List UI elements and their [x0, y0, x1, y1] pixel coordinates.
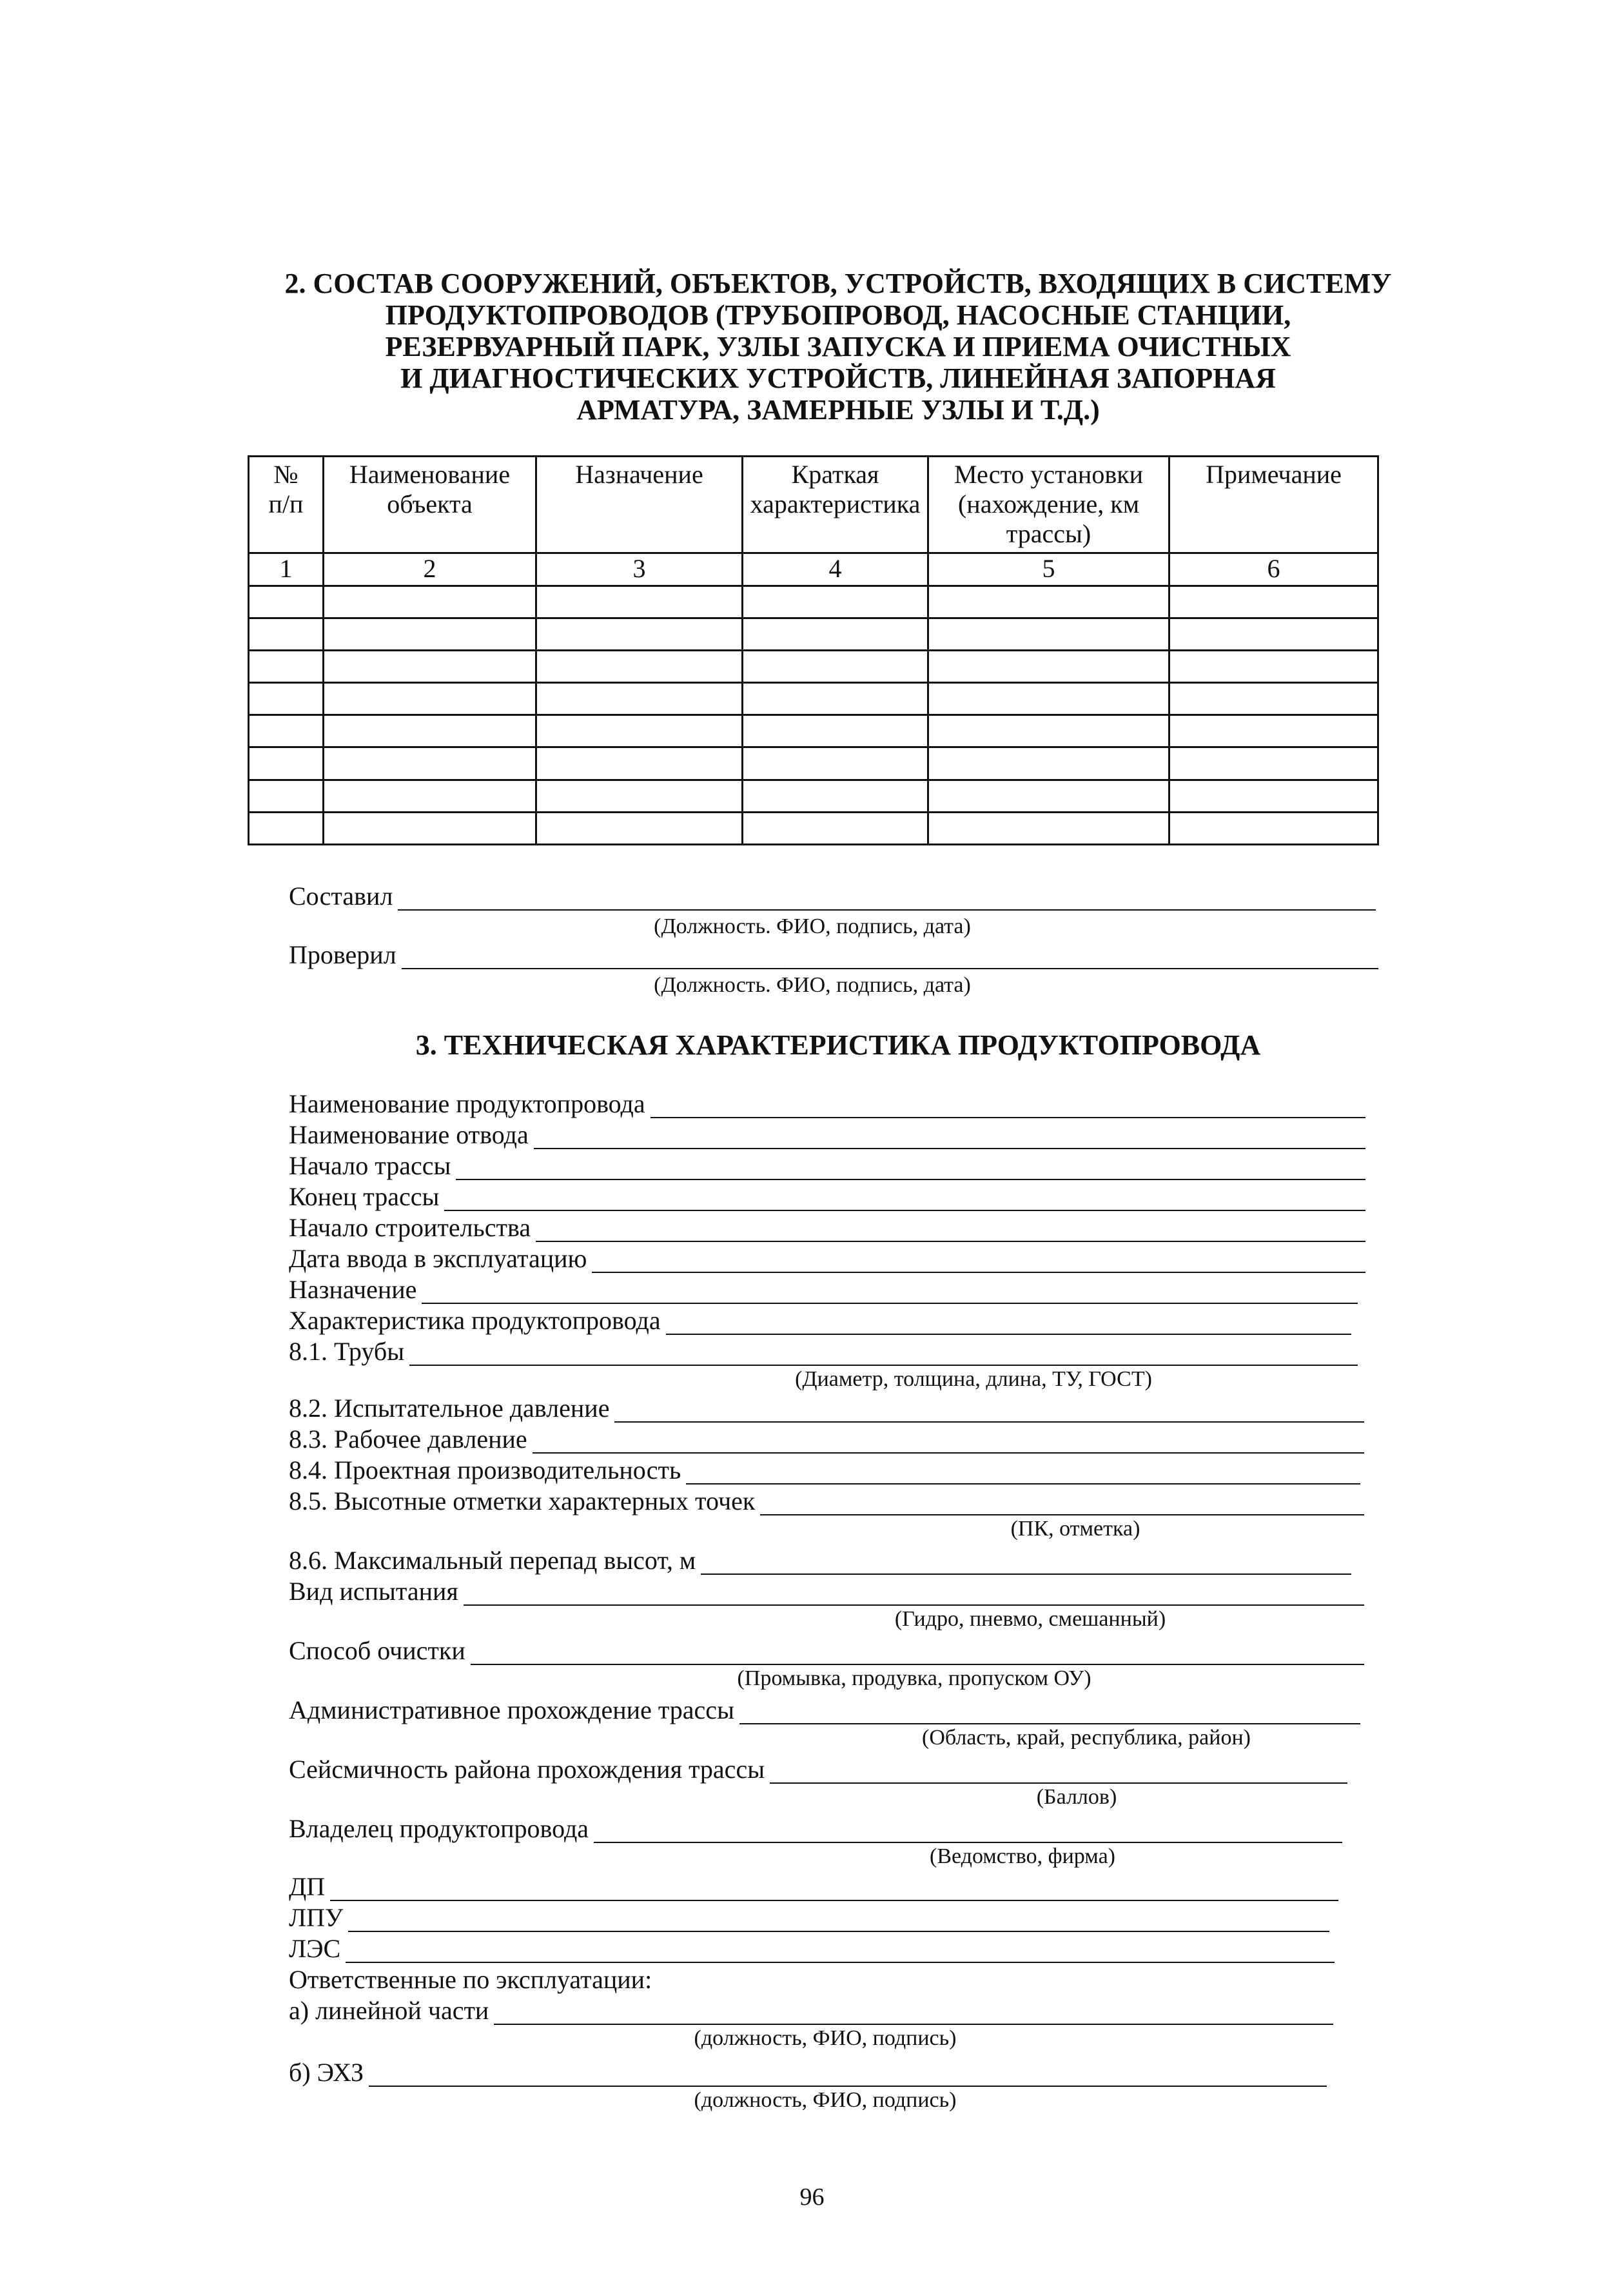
- table-cell[interactable]: [249, 715, 324, 747]
- table-cell[interactable]: [928, 747, 1169, 780]
- route-end-field[interactable]: [444, 1187, 1365, 1211]
- linear-part-hint: (должность, ФИО, подпись): [694, 2026, 957, 2050]
- pipes-label: 8.1. Трубы: [289, 1337, 405, 1366]
- construction-start-field[interactable]: [536, 1218, 1365, 1242]
- header-text: Назначение: [575, 460, 703, 489]
- table-cell[interactable]: [536, 586, 743, 618]
- les-field[interactable]: [346, 1939, 1335, 1963]
- header-text: №: [273, 460, 298, 489]
- compiled-by-field[interactable]: [398, 886, 1376, 911]
- elevations-field[interactable]: [760, 1491, 1364, 1515]
- table-row: [249, 812, 1378, 844]
- column-number: 3: [536, 553, 743, 586]
- lpu-row: [289, 1904, 1329, 1932]
- seismicity-row: [289, 1755, 1347, 1784]
- table-header-row: [249, 457, 1378, 553]
- pipeline-name-label: Наименование продуктопровода: [289, 1089, 645, 1118]
- test-pressure-field[interactable]: [614, 1398, 1364, 1423]
- route-end-row: [289, 1183, 1365, 1211]
- ekhz-label: б) ЭХЗ: [289, 2058, 364, 2087]
- header-text: характеристика: [750, 489, 921, 518]
- table-cell[interactable]: [536, 715, 743, 747]
- table-cell[interactable]: [1169, 715, 1378, 747]
- work-pressure-row: [289, 1425, 1364, 1454]
- commissioning-date-label: Дата ввода в эксплуатацию: [289, 1244, 587, 1273]
- design-capacity-field[interactable]: [686, 1460, 1360, 1485]
- column-number: 6: [1169, 553, 1378, 586]
- compiled-by-row: [289, 882, 1376, 911]
- section-3-heading: 3. ТЕХНИЧЕСКАЯ ХАРАКТЕРИСТИКА ПРОДУКТОПРОВОДА: [415, 1029, 1261, 1061]
- ekhz-field[interactable]: [369, 2062, 1327, 2087]
- test-pressure-label: 8.2. Испытательное давление: [289, 1394, 610, 1423]
- les-row: [289, 1935, 1335, 1963]
- header-text: (нахождение, км: [957, 489, 1139, 518]
- header-cell-note: [1169, 457, 1378, 553]
- ekhz-row: [289, 2058, 1327, 2087]
- design-capacity-row: [289, 1456, 1360, 1485]
- work-pressure-field[interactable]: [533, 1429, 1364, 1454]
- table-cell[interactable]: [249, 747, 324, 780]
- pipes-row: [289, 1337, 1358, 1366]
- compiled-by-label: Составил: [289, 882, 393, 911]
- table-cell[interactable]: [324, 586, 536, 618]
- table-cell[interactable]: [743, 586, 928, 618]
- table-cell[interactable]: [249, 812, 324, 844]
- linear-part-label: а) линейной части: [289, 1996, 489, 2025]
- table-cell[interactable]: [536, 780, 743, 812]
- route-end-label: Конец трассы: [289, 1182, 440, 1211]
- page-number: 96: [799, 2184, 825, 2211]
- seismicity-label: Сейсмичность района прохождения трассы: [289, 1755, 765, 1784]
- pipes-field[interactable]: [409, 1341, 1358, 1366]
- max-height-diff-row: [289, 1546, 1351, 1575]
- lpu-field[interactable]: [348, 1908, 1329, 1932]
- lpu-label: ЛПУ: [289, 1903, 344, 1932]
- table-cell[interactable]: [743, 715, 928, 747]
- linear-part-row: [289, 1997, 1333, 2025]
- table-cell[interactable]: [1169, 618, 1378, 650]
- table-cell[interactable]: [743, 780, 928, 812]
- table-cell[interactable]: [928, 780, 1169, 812]
- test-pressure-row: [289, 1394, 1364, 1423]
- branch-name-label: Наименование отвода: [289, 1120, 529, 1149]
- table-cell[interactable]: [743, 747, 928, 780]
- table-row: [249, 780, 1378, 812]
- heading-line: 2. СОСТАВ СООРУЖЕНИЙ, ОБЪЕКТОВ, УСТРОЙСТВ, ВХОДЯЩИХ В СИСТЕМУ: [284, 268, 1392, 299]
- dp-label: ДП: [289, 1872, 326, 1901]
- header-text: Наименование: [349, 460, 511, 489]
- objects-table: [248, 455, 1379, 845]
- cleaning-method-field[interactable]: [471, 1641, 1364, 1665]
- table-cell[interactable]: [928, 650, 1169, 682]
- table-cell[interactable]: [249, 586, 324, 618]
- test-type-hint: (Гидро, пневмо, смешанный): [894, 1607, 1166, 1631]
- table-cell[interactable]: [1169, 683, 1378, 715]
- table-cell[interactable]: [324, 650, 536, 682]
- column-number: 4: [743, 553, 928, 586]
- pipes-hint: (Диаметр, толщина, длина, ТУ, ГОСТ): [795, 1367, 1152, 1391]
- admin-route-row: [289, 1696, 1360, 1724]
- table-cell[interactable]: [324, 780, 536, 812]
- route-start-field[interactable]: [456, 1156, 1365, 1180]
- les-label: ЛЭС: [289, 1934, 341, 1963]
- header-text: Место установки: [954, 460, 1144, 489]
- owner-field[interactable]: [594, 1819, 1342, 1843]
- table-row: [249, 715, 1378, 747]
- cleaning-method-row: [289, 1637, 1364, 1665]
- elevations-hint: (ПК, отметка): [1010, 1517, 1140, 1541]
- table-cell[interactable]: [743, 650, 928, 682]
- table-cell[interactable]: [324, 747, 536, 780]
- header-text: Примечание: [1206, 460, 1342, 489]
- heading-line: И ДИАГНОСТИЧЕСКИХ УСТРОЙСТВ, ЛИНЕЙНАЯ ЗАПОРНАЯ: [400, 362, 1276, 394]
- construction-start-label: Начало строительства: [289, 1213, 531, 1242]
- table-cell[interactable]: [928, 586, 1169, 618]
- checked-by-label: Проверил: [289, 940, 396, 969]
- header-cell-purpose: [536, 457, 743, 553]
- test-type-row: [289, 1577, 1364, 1606]
- checked-by-field[interactable]: [402, 945, 1378, 969]
- dp-field[interactable]: [330, 1877, 1338, 1901]
- responsible-label: Ответственные по эксплуатации:: [289, 1965, 652, 1994]
- table-cell[interactable]: [536, 812, 743, 844]
- seismicity-hint: (Баллов): [1036, 1785, 1117, 1809]
- admin-route-hint: (Область, край, республика, район): [922, 1726, 1251, 1750]
- elevations-label: 8.5. Высотные отметки характерных точек: [289, 1486, 756, 1515]
- checked-by-row: [289, 941, 1378, 969]
- purpose-row: [289, 1276, 1358, 1304]
- table-cell[interactable]: [1169, 747, 1378, 780]
- table-row: [249, 650, 1378, 682]
- table-cell[interactable]: [249, 618, 324, 650]
- table-cell[interactable]: [536, 618, 743, 650]
- table-cell[interactable]: [536, 650, 743, 682]
- table-cell[interactable]: [324, 715, 536, 747]
- owner-row: [289, 1815, 1342, 1843]
- elevations-row: [289, 1487, 1364, 1515]
- cleaning-method-label: Способ очистки: [289, 1636, 465, 1665]
- table-cell[interactable]: [536, 747, 743, 780]
- table-row: [249, 618, 1378, 650]
- table-body: [249, 586, 1378, 844]
- characteristic-row: [289, 1307, 1351, 1335]
- table-cell[interactable]: [1169, 650, 1378, 682]
- table-cell[interactable]: [928, 618, 1169, 650]
- heading-line: АРМАТУРА, ЗАМЕРНЫЕ УЗЛЫ И Т.Д.): [576, 394, 1100, 426]
- header-cell-characteristic: [743, 457, 928, 553]
- test-type-field[interactable]: [464, 1581, 1364, 1606]
- work-pressure-label: 8.3. Рабочее давление: [289, 1425, 527, 1454]
- ekhz-hint: (должность, ФИО, подпись): [694, 2088, 957, 2112]
- section-2-heading: [193, 268, 1483, 426]
- characteristic-field[interactable]: [666, 1310, 1351, 1335]
- purpose-field[interactable]: [422, 1279, 1358, 1304]
- owner-label: Владелец продуктопровода: [289, 1814, 589, 1843]
- table-cell[interactable]: [743, 618, 928, 650]
- branch-name-row: [289, 1121, 1365, 1149]
- purpose-label: Назначение: [289, 1275, 417, 1304]
- characteristic-label: Характеристика продуктопровода: [289, 1306, 661, 1335]
- heading-line: ПРОДУКТОПРОВОДОВ (ТРУБОПРОВОД, НАСОСНЫЕ СТАНЦИИ,: [385, 299, 1291, 331]
- test-type-label: Вид испытания: [289, 1577, 458, 1606]
- commissioning-date-row: [289, 1245, 1365, 1273]
- column-number: 5: [928, 553, 1169, 586]
- dp-row: [289, 1873, 1338, 1901]
- route-start-label: Начало трассы: [289, 1151, 451, 1180]
- checked-by-hint: (Должность. ФИО, подпись, дата): [654, 973, 971, 997]
- table-row: [249, 586, 1378, 618]
- table-cell[interactable]: [928, 812, 1169, 844]
- responsible-row: [289, 1966, 652, 1994]
- header-text: трассы): [1006, 519, 1091, 548]
- header-text: объекта: [387, 489, 473, 518]
- seismicity-field[interactable]: [770, 1759, 1347, 1784]
- table-cell[interactable]: [743, 812, 928, 844]
- max-height-diff-field[interactable]: [701, 1550, 1351, 1575]
- column-number: 1: [249, 553, 324, 586]
- header-cell-location: [928, 457, 1169, 553]
- design-capacity-label: 8.4. Проектная производительность: [289, 1455, 681, 1485]
- route-start-row: [289, 1152, 1365, 1180]
- table-cell[interactable]: [324, 812, 536, 844]
- table-cell[interactable]: [928, 715, 1169, 747]
- heading-line: РЕЗЕРВУАРНЫЙ ПАРК, УЗЛЫ ЗАПУСКА И ПРИЕМА ОЧИСТНЫХ: [385, 331, 1291, 362]
- branch-name-field[interactable]: [534, 1125, 1365, 1149]
- table-cell[interactable]: [743, 683, 928, 715]
- construction-start-row: [289, 1214, 1365, 1242]
- admin-route-field[interactable]: [739, 1700, 1360, 1724]
- header-text: Краткая: [791, 460, 879, 489]
- linear-part-field[interactable]: [494, 2000, 1333, 2025]
- pipeline-name-row: [289, 1090, 1365, 1118]
- table-cell[interactable]: [324, 618, 536, 650]
- header-text: п/п: [268, 489, 304, 518]
- table-cell[interactable]: [249, 780, 324, 812]
- commissioning-date-field[interactable]: [592, 1248, 1365, 1273]
- table-cell[interactable]: [1169, 780, 1378, 812]
- pipeline-name-field[interactable]: [651, 1094, 1365, 1118]
- table-cell[interactable]: [536, 683, 743, 715]
- table-cell[interactable]: [324, 683, 536, 715]
- cleaning-method-hint: (Промывка, продувка, пропуском ОУ): [737, 1666, 1091, 1690]
- table-cell[interactable]: [249, 650, 324, 682]
- column-number: 2: [324, 553, 536, 586]
- table-row: [249, 683, 1378, 715]
- table-cell[interactable]: [1169, 586, 1378, 618]
- admin-route-label: Административное прохождение трассы: [289, 1695, 734, 1724]
- table-cell[interactable]: [928, 683, 1169, 715]
- header-cell-number: [249, 457, 324, 553]
- owner-hint: (Ведомство, фирма): [930, 1844, 1115, 1868]
- table-row: [249, 747, 1378, 780]
- max-height-diff-label: 8.6. Максимальный перепад высот, м: [289, 1546, 696, 1575]
- table-cell[interactable]: [249, 683, 324, 715]
- table-cell[interactable]: [1169, 812, 1378, 844]
- column-number-row: [249, 553, 1378, 586]
- compiled-by-hint: (Должность. ФИО, подпись, дата): [654, 914, 971, 938]
- header-cell-name: [324, 457, 536, 553]
